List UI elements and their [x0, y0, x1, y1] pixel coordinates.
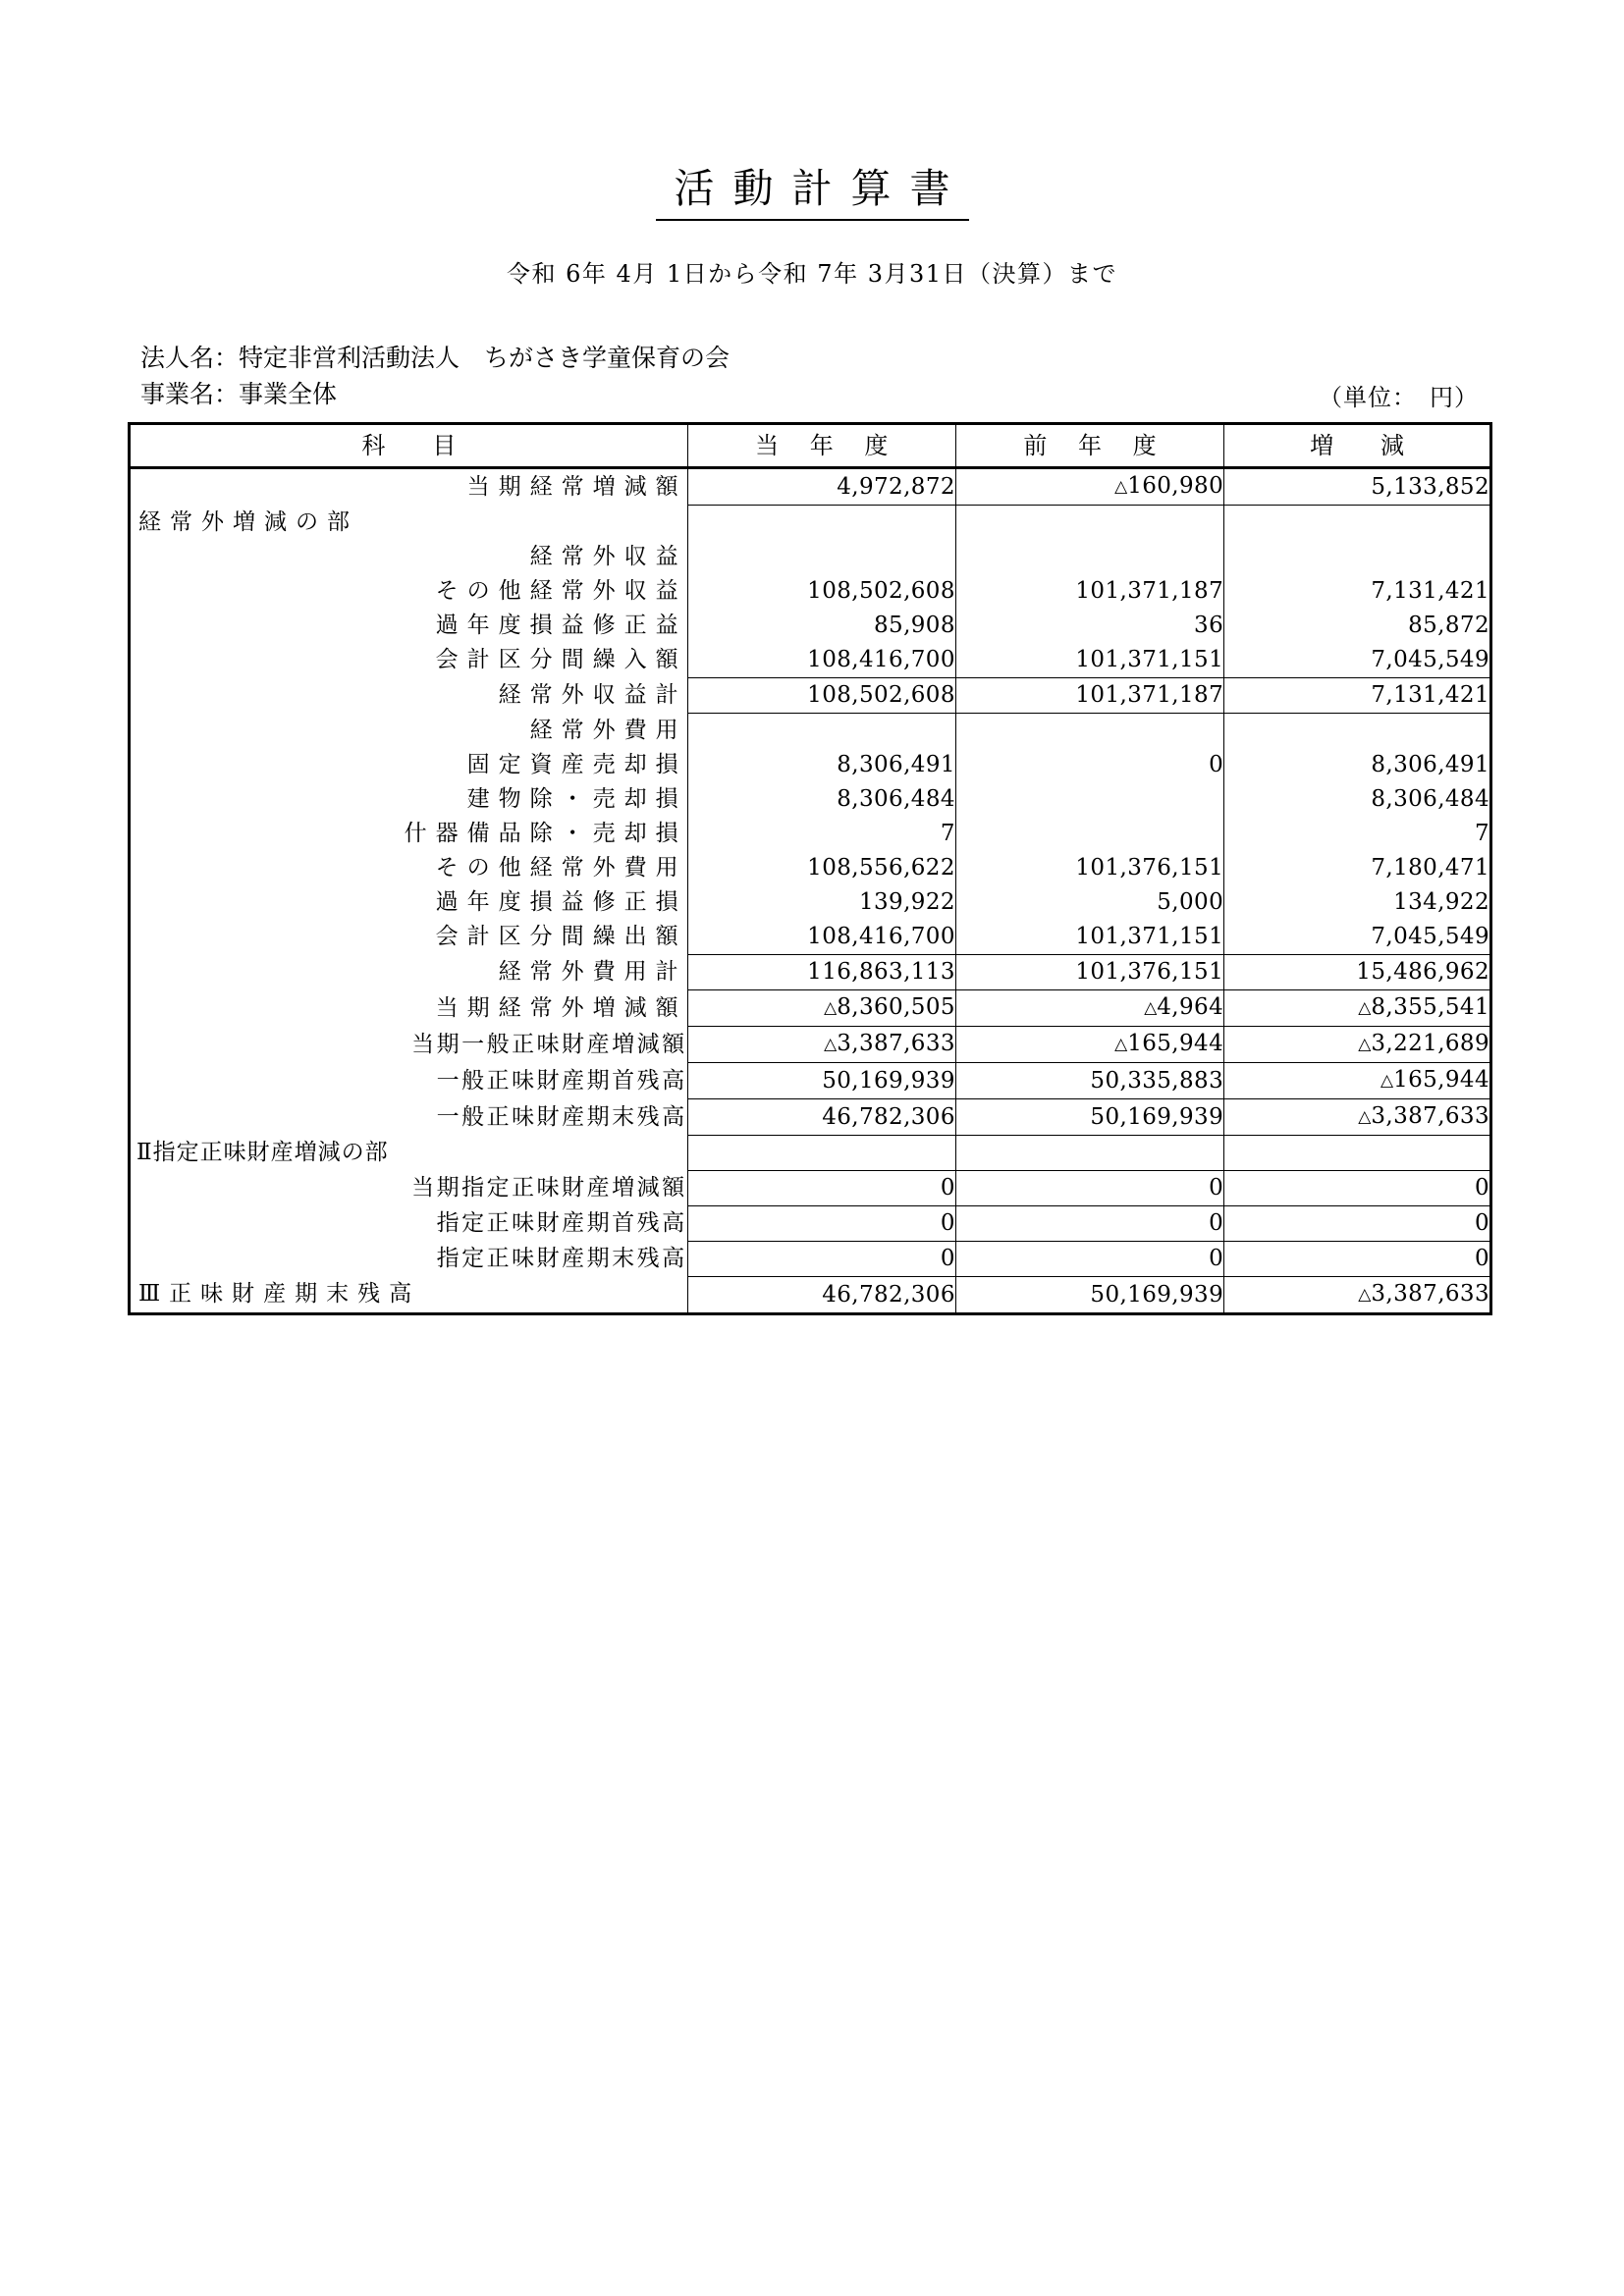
cell-current-year: △8,360,505: [687, 990, 955, 1027]
cell-difference: 7,045,549: [1224, 643, 1491, 678]
table-row: [130, 1277, 1491, 1314]
negative-marker: △: [824, 998, 838, 1019]
row-label: 指定正味財産期末残高: [130, 1242, 688, 1277]
cell-difference: △165,944: [1224, 1063, 1491, 1099]
row-label: 建物除・売却損: [130, 782, 688, 817]
negative-marker: △: [824, 1035, 838, 1055]
cell-previous-year: 101,376,151: [955, 851, 1223, 885]
cell-previous-year: 0: [955, 1171, 1223, 1206]
cell-previous-year: [955, 540, 1223, 574]
cell-current-year: [687, 1136, 955, 1171]
table-row: [130, 1242, 1491, 1277]
row-label: 当期一般正味財産増減額: [130, 1027, 688, 1063]
cell-current-year: 108,556,622: [687, 851, 955, 885]
table-row: [130, 1099, 1491, 1136]
row-label: 会計区分間繰出額: [130, 920, 688, 955]
statement-table-container: [0, 422, 1624, 1315]
table-row: [130, 574, 1491, 609]
cell-difference: △3,387,633: [1224, 1099, 1491, 1136]
cell-current-year: 46,782,306: [687, 1277, 955, 1314]
cell-current-year: 139,922: [687, 885, 955, 920]
table-row: [130, 817, 1491, 851]
cell-difference: 7: [1224, 817, 1491, 851]
cell-current-year: 108,416,700: [687, 920, 955, 955]
table-row: [130, 714, 1491, 749]
negative-marker: △: [1380, 1071, 1394, 1092]
cell-difference: [1224, 540, 1491, 574]
cell-previous-year: 101,371,151: [955, 643, 1223, 678]
cell-current-year: 8,306,484: [687, 782, 955, 817]
cell-difference: △3,221,689: [1224, 1027, 1491, 1063]
cell-difference: 7,131,421: [1224, 678, 1491, 714]
negative-marker: △: [1358, 1035, 1372, 1055]
cell-difference: 85,872: [1224, 609, 1491, 643]
table-body: [130, 468, 1491, 1314]
cell-difference: 7,131,421: [1224, 574, 1491, 609]
cell-difference: 15,486,962: [1224, 955, 1491, 990]
cell-current-year: 7: [687, 817, 955, 851]
cell-difference: 7,045,549: [1224, 920, 1491, 955]
activity-statement-table: [128, 422, 1492, 1315]
row-label: その他経常外費用: [130, 851, 688, 885]
table-row: [130, 955, 1491, 990]
cell-previous-year: △4,964: [955, 990, 1223, 1027]
cell-difference: 0: [1224, 1206, 1491, 1242]
negative-marker: △: [1358, 1285, 1372, 1306]
cell-previous-year: △160,980: [955, 468, 1223, 506]
negative-marker: △: [1358, 1107, 1372, 1128]
table-row: [130, 643, 1491, 678]
table-row: [130, 1063, 1491, 1099]
row-label: 経常外費用計: [130, 955, 688, 990]
cell-previous-year: [955, 714, 1223, 749]
row-label: 一般正味財産期首残高: [130, 1063, 688, 1099]
row-label: 指定正味財産期首残高: [130, 1206, 688, 1242]
table-row: [130, 678, 1491, 714]
table-row: [130, 748, 1491, 782]
table-row: [130, 540, 1491, 574]
row-label: その他経常外収益: [130, 574, 688, 609]
cell-current-year: [687, 506, 955, 541]
cell-current-year: [687, 714, 955, 749]
cell-difference: △8,355,541: [1224, 990, 1491, 1027]
cell-previous-year: 101,371,187: [955, 678, 1223, 714]
table-row: [130, 851, 1491, 885]
cell-current-year: [687, 540, 955, 574]
cell-previous-year: 50,169,939: [955, 1277, 1223, 1314]
row-label: Ⅱ指定正味財産増減の部: [130, 1136, 688, 1171]
page-title: 活動計算書: [656, 165, 969, 221]
cell-current-year: 50,169,939: [687, 1063, 955, 1099]
cell-current-year: 8,306,491: [687, 748, 955, 782]
currency-unit-label: （単位： 円）: [1319, 384, 1479, 412]
table-row: [130, 885, 1491, 920]
cell-difference: [1224, 506, 1491, 541]
title-block: [0, 165, 1624, 221]
cell-previous-year: [955, 782, 1223, 817]
cell-previous-year: [955, 1136, 1223, 1171]
cell-difference: 5,133,852: [1224, 468, 1491, 506]
reporting-period: 令和 6年 4月 1日から令和 7年 3月31日（決算）まで: [506, 260, 1118, 289]
cell-current-year: 108,502,608: [687, 574, 955, 609]
table-row: [130, 1136, 1491, 1171]
cell-current-year: 0: [687, 1206, 955, 1242]
cell-previous-year: 101,376,151: [955, 955, 1223, 990]
cell-previous-year: [955, 817, 1223, 851]
row-label: 経常外増減の部: [130, 506, 688, 541]
table-header-row: [130, 424, 1491, 468]
row-label: 当期経常増減額: [130, 468, 688, 506]
negative-marker: △: [1114, 477, 1128, 498]
table-row: [130, 609, 1491, 643]
table-row: [130, 920, 1491, 955]
column-header-item: 科 目: [130, 424, 688, 468]
row-label: 過年度損益修正損: [130, 885, 688, 920]
cell-previous-year: 101,371,151: [955, 920, 1223, 955]
row-label: 一般正味財産期末残高: [130, 1099, 688, 1136]
row-label: 会計区分間繰入額: [130, 643, 688, 678]
cell-previous-year: 0: [955, 748, 1223, 782]
cell-difference: [1224, 1136, 1491, 1171]
row-label: 経常外費用: [130, 714, 688, 749]
corporation-name: 法人名：特定非営利活動法人 ちがさき学童保育の会: [140, 344, 731, 373]
cell-current-year: 4,972,872: [687, 468, 955, 506]
cell-current-year: △3,387,633: [687, 1027, 955, 1063]
cell-previous-year: 5,000: [955, 885, 1223, 920]
cell-difference: 0: [1224, 1242, 1491, 1277]
table-row: [130, 506, 1491, 541]
row-label: 経常外収益: [130, 540, 688, 574]
cell-previous-year: [955, 506, 1223, 541]
cell-current-year: 0: [687, 1242, 955, 1277]
cell-previous-year: 50,169,939: [955, 1099, 1223, 1136]
table-row: [130, 782, 1491, 817]
table-row: [130, 1171, 1491, 1206]
row-label: 過年度損益修正益: [130, 609, 688, 643]
cell-current-year: 108,502,608: [687, 678, 955, 714]
row-label: 什器備品除・売却損: [130, 817, 688, 851]
cell-previous-year: 50,335,883: [955, 1063, 1223, 1099]
column-header-previous-year: 前 年 度: [955, 424, 1223, 468]
table-row: [130, 1027, 1491, 1063]
row-label: 固定資産売却損: [130, 748, 688, 782]
cell-current-year: 85,908: [687, 609, 955, 643]
cell-current-year: 0: [687, 1171, 955, 1206]
cell-previous-year: 0: [955, 1206, 1223, 1242]
cell-difference: 8,306,491: [1224, 748, 1491, 782]
cell-difference: △3,387,633: [1224, 1277, 1491, 1314]
table-row: [130, 1206, 1491, 1242]
cell-current-year: 116,863,113: [687, 955, 955, 990]
cell-current-year: 108,416,700: [687, 643, 955, 678]
row-label: 経常外収益計: [130, 678, 688, 714]
negative-marker: △: [1358, 998, 1372, 1019]
cell-difference: [1224, 714, 1491, 749]
cell-difference: 7,180,471: [1224, 851, 1491, 885]
negative-marker: △: [1144, 998, 1158, 1019]
cell-previous-year: 36: [955, 609, 1223, 643]
cell-difference: 134,922: [1224, 885, 1491, 920]
cell-current-year: 46,782,306: [687, 1099, 955, 1136]
business-name: 事業名：事業全体: [140, 380, 338, 409]
row-label: Ⅲ正味財産期末残高: [130, 1277, 688, 1314]
row-label: 当期指定正味財産増減額: [130, 1171, 688, 1206]
table-row: [130, 990, 1491, 1027]
cell-difference: 8,306,484: [1224, 782, 1491, 817]
row-label: 当期経常外増減額: [130, 990, 688, 1027]
negative-marker: △: [1114, 1035, 1128, 1055]
cell-previous-year: △165,944: [955, 1027, 1223, 1063]
column-header-current-year: 当 年 度: [687, 424, 955, 468]
cell-previous-year: 101,371,187: [955, 574, 1223, 609]
cell-difference: 0: [1224, 1171, 1491, 1206]
cell-previous-year: 0: [955, 1242, 1223, 1277]
table-row: [130, 468, 1491, 506]
column-header-difference: 増 減: [1224, 424, 1491, 468]
